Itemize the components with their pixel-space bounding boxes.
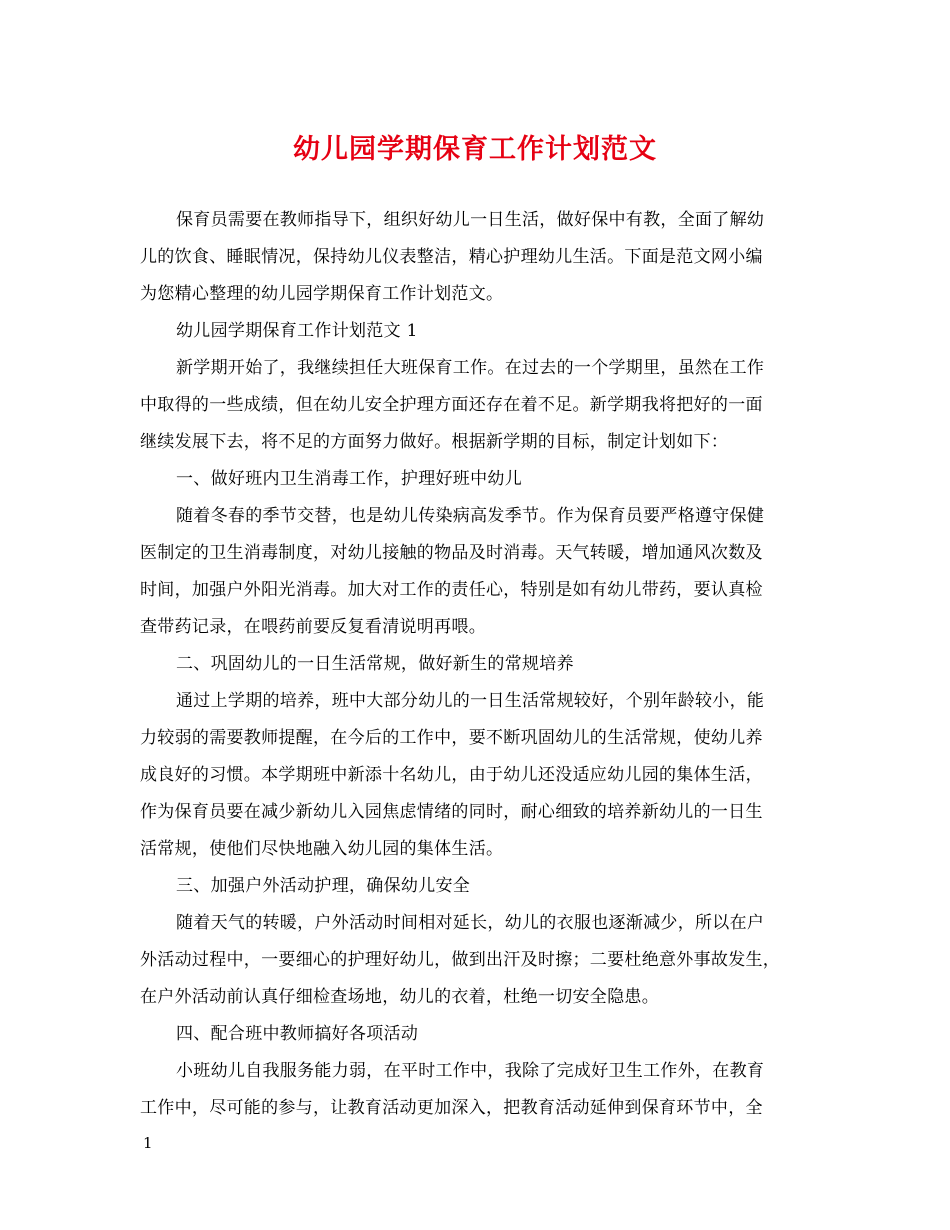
text-line: 保育员需要在教师指导下，组织好幼儿一日生活，做好保中有教，全面了解幼	[176, 210, 765, 230]
text-line: 为您精心整理的幼儿园学期保育工作计划范文。	[140, 284, 504, 304]
text-line: 新学期开始了，我继续担任大班保育工作。在过去的一个学期里，虽然在工作	[176, 358, 765, 378]
text-line: 时间，加强户外阳光消毒。加大对工作的责任心，特别是如有幼儿带药，要认真检	[140, 580, 763, 600]
page-number: 1	[143, 1134, 153, 1152]
text-line: 力较弱的需要教师提醒，在今后的工作中，要不断巩固幼儿的生活常规，使幼儿养	[140, 728, 763, 748]
document-title: 幼儿园学期保育工作计划范文	[293, 134, 657, 165]
text-line: 在户外活动前认真仔细检查场地，幼儿的衣着，杜绝一切安全隐患。	[140, 987, 659, 1007]
text-line: 外活动过程中，一要细心的护理好幼儿，做到出汗及时擦；二要杜绝意外事故发生，	[140, 950, 781, 970]
text-line: 四、配合班中教师搞好各项活动	[176, 1024, 419, 1044]
text-line: 随着天气的转暖，户外活动时间相对延长，幼儿的衣服也逐渐减少，所以在户	[176, 913, 765, 933]
text-line: 三、加强户外活动护理，确保幼儿安全	[176, 876, 471, 896]
text-line: 作为保育员要在减少新幼儿入园焦虑情绪的同时，耐心细致的培养新幼儿的一日生	[140, 802, 763, 822]
text-line: 继续发展下去，将不足的方面努力做好。根据新学期的目标，制定计划如下：	[140, 432, 729, 452]
text-line: 小班幼儿自我服务能力弱，在平时工作中，我除了完成好卫生工作外，在教育	[176, 1061, 765, 1081]
text-line: 二、巩固幼儿的一日生活常规，做好新生的常规培养	[176, 654, 574, 674]
text-line: 工作中，尽可能的参与，让教育活动更加深入，把教育活动延伸到保育环节中，全	[140, 1098, 763, 1118]
text-line: 一、做好班内卫生消毒工作，护理好班中幼儿	[176, 469, 522, 489]
text-line: 儿的饮食、睡眠情况，保持幼儿仪表整洁，精心护理幼儿生活。下面是范文网小编	[140, 247, 763, 267]
document-body	[140, 202, 820, 1127]
text-line: 随着冬春的季节交替，也是幼儿传染病高发季节。作为保育员要严格遵守保健	[176, 506, 765, 526]
text-line: 成良好的习惯。本学期班中新添十名幼儿，由于幼儿还没适应幼儿园的集体生活，	[140, 765, 763, 785]
text-line: 中取得的一些成绩，但在幼儿安全护理方面还存在着不足。新学期我将把好的一面	[140, 395, 763, 415]
text-line: 通过上学期的培养，班中大部分幼儿的一日生活常规较好，个别年龄较小，能	[176, 691, 765, 711]
text-line: 查带药记录，在喂药前要反复看清说明再喂。	[140, 617, 486, 637]
text-line: 医制定的卫生消毒制度，对幼儿接触的物品及时消毒。天气转暖，增加通风次数及	[140, 543, 763, 563]
text-line: 幼儿园学期保育工作计划范文 1	[176, 321, 418, 341]
text-line: 活常规，使他们尽快地融入幼儿园的集体生活。	[140, 839, 504, 859]
